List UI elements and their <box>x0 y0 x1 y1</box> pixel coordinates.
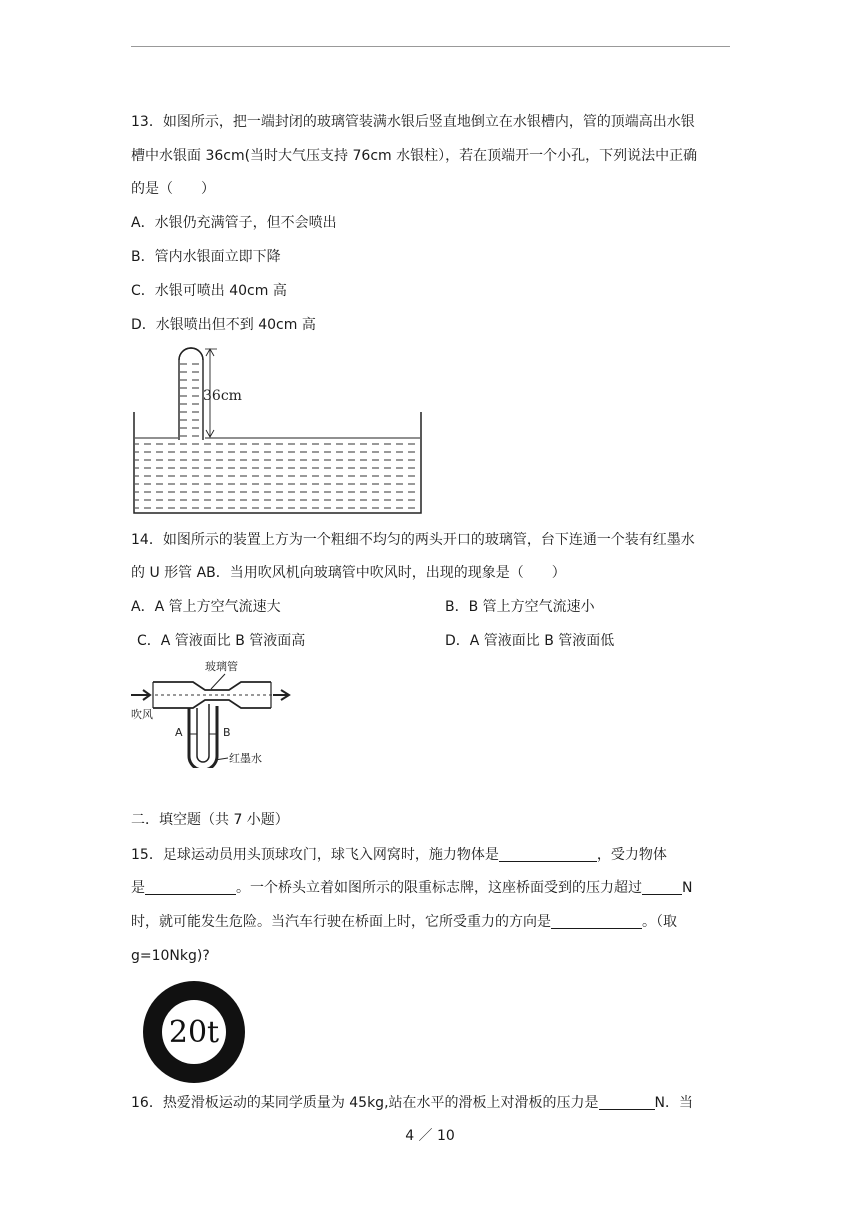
q14-option-d: D．A 管液面比 B 管液面低 <box>445 633 615 649</box>
q16-line-1-text: 16．热爱滑板运动的某同学质量为 45kg,站在水平的滑板上对滑板的压力是 <box>131 1095 599 1111</box>
q13-stem-line-2: 槽中水银面 36cm(当时大气压支持 76cm 水银柱），若在顶端开一个小孔，下列说法中正确 <box>131 148 698 164</box>
q14-option-b: B．B 管上方空气流速小 <box>445 599 595 615</box>
u-tube-figure <box>131 656 301 768</box>
answer-blank[interactable] <box>145 878 236 895</box>
label-tube-a: A <box>175 726 183 739</box>
q14-stem-line-2: 的 U 形管 AB．当用吹风机向玻璃管中吹风时，出现的现象是（ ） <box>131 565 566 581</box>
q15-line-2-mid: 。一个桥头立着如图所示的限重标志牌，这座桥面受到的压力超过 <box>236 880 642 896</box>
q15-line-1-tail: ，受力物体 <box>596 847 667 863</box>
q15-line-2-tail: N <box>682 880 693 896</box>
q13-option-d: D．水银喷出但不到 40cm 高 <box>131 317 316 333</box>
q14-option-c: C．A 管液面比 B 管液面高 <box>137 633 306 649</box>
answer-blank[interactable] <box>499 845 597 862</box>
q15-line-2-head: 是 <box>131 880 145 896</box>
q15-line-3-tail: 。（取 <box>642 914 677 930</box>
q14-option-a: A．A 管上方空气流速大 <box>131 599 281 615</box>
page-number: 4 ／ 10 <box>405 1128 455 1144</box>
answer-blank[interactable] <box>642 878 682 895</box>
q13-stem-line-1: 13．如图所示，把一端封闭的玻璃管装满水银后竖直地倒立在水银槽内，管的顶端高出水银 <box>131 114 695 130</box>
label-red-ink: 红墨水 <box>229 752 262 765</box>
label-blow: 吹风 <box>131 708 153 721</box>
q16-line-1 <box>131 1093 693 1113</box>
q13-option-a: A．水银仍充满管子，但不会喷出 <box>131 215 337 231</box>
answer-blank[interactable] <box>551 912 642 929</box>
section-heading: 二．填空题（共 7 小题） <box>131 812 289 828</box>
sign-weight-text: 20t <box>168 1015 220 1050</box>
figure-label-36cm: 36cm <box>203 388 242 404</box>
answer-blank[interactable] <box>599 1093 655 1110</box>
label-tube-b: B <box>223 726 231 739</box>
weight-limit-sign <box>141 980 247 1084</box>
q13-option-c: C．水银可喷出 40cm 高 <box>131 283 287 299</box>
mercury-tube-figure <box>131 344 441 516</box>
header-rule <box>131 46 730 47</box>
q15-line-2 <box>131 878 692 898</box>
q15-line-3-head: 时，就可能发生危险。当汽车行驶在桥面上时，它所受重力的方向是 <box>131 914 551 930</box>
q16-line-1-tail: N．当 <box>654 1095 694 1111</box>
q13-option-b: B．管内水银面立即下降 <box>131 249 281 265</box>
q15-line-1-text: 15．足球运动员用头顶球攻门，球飞入网窝时，施力物体是 <box>131 847 499 863</box>
q15-line-1 <box>131 845 667 865</box>
q14-stem-line-1: 14．如图所示的装置上方为一个粗细不均匀的两头开口的玻璃管，台下连通一个装有红墨水 <box>131 532 695 548</box>
q13-stem-line-3: 的是（ ） <box>131 181 215 197</box>
q15-line-3 <box>131 912 677 932</box>
q15-line-4: g=10Nkg)? <box>131 948 210 964</box>
label-glass-tube: 玻璃管 <box>205 660 238 673</box>
